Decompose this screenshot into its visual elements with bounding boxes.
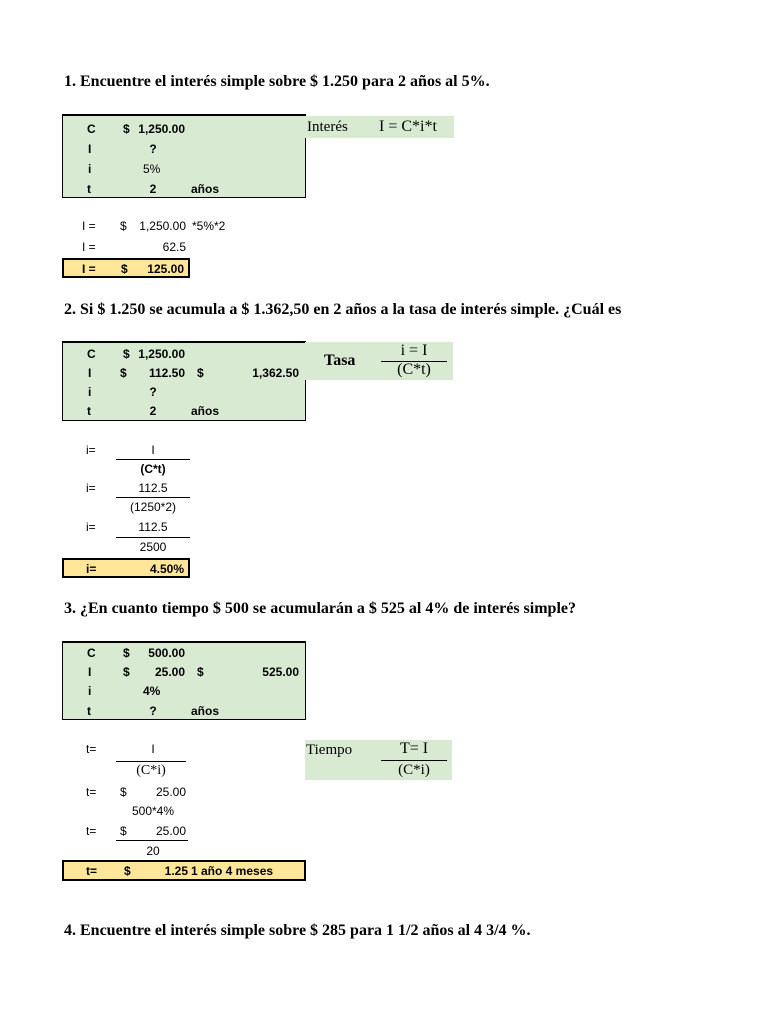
value-I: ? [149,142,157,156]
data-table-2 [62,341,306,421]
question-4: 4. Encuentre el interés simple sobre $ 285 para 1 1/2 años al 4 3/4 %. [64,922,531,939]
result-dollar: $ [121,262,128,276]
formula-label: Tiempo [306,742,353,758]
fraction-line [116,497,190,498]
calc-label: I = [82,240,96,254]
value-S: 1,362.50 [252,366,299,380]
label-I: I [88,665,92,679]
value-t: 2 [149,182,157,196]
calc-label: i= [86,520,96,534]
fraction-line [116,537,190,538]
label-t: t [87,182,91,196]
calc-label: i= [86,443,96,457]
formula-label: Interés [307,119,348,135]
unit-t: años [191,182,220,196]
calc-numerator: 25.00 [155,824,186,838]
fraction-line [116,840,188,841]
result-note: 1 año 4 meses [191,864,274,878]
unit-t: años [191,404,220,418]
result-box-2 [62,558,190,578]
calc-numerator: 112.5 [138,481,168,495]
calc-denominator: 20 [146,844,160,858]
calc-value: 62.5 [162,240,186,254]
calc-numerator: 25.00 [155,785,186,799]
label-C: C [87,347,96,361]
data-table-3 [62,641,306,720]
calc-numerator: 112.5 [138,520,168,534]
dollar-S: $ [197,665,204,679]
formula-box-1 [305,116,454,138]
value-C: 1,250.00 [138,347,185,361]
formula-box-2 [305,342,453,380]
calc-label: t= [86,824,97,838]
dollar-C: $ [123,646,130,660]
calc-numerator: I [151,742,155,756]
result-value: 125.00 [147,262,184,276]
dollar-I: $ [123,665,130,679]
calc-label: t= [86,785,97,799]
result-dollar: $ [124,864,131,878]
calc-expression: *5%*2 [192,219,226,233]
fraction-line [116,761,186,762]
value-i: 5% [143,162,161,176]
formula: I = C*i*t [379,118,437,135]
calc-denominator: (C*i) [136,763,166,778]
label-i: i [88,385,92,399]
calc-dollar: $ [120,785,127,799]
formula-label: Tasa [324,352,356,369]
fraction-line [116,459,190,460]
label-C: C [87,646,96,660]
calc-denominator: (C*t) [140,462,166,476]
dollar-C: $ [123,122,130,136]
formula-box-3 [305,740,452,780]
formula-denominator: (C*t) [397,361,431,378]
calc-label: t= [86,742,97,756]
result-label: i= [86,562,97,576]
dollar-C: $ [123,347,130,361]
result-box-3 [62,860,306,881]
question-1: 1. Encuentre el interés simple sobre $ 1.250 para 2 años al 5%. [64,73,490,90]
result-label: I = [82,262,96,276]
formula-numerator: T= I [399,740,429,757]
value-i: 4% [143,684,161,698]
unit-t: años [191,704,220,718]
calc-denominator: 2500 [139,540,167,554]
result-label: t= [86,864,98,878]
formula-denominator: (C*i) [398,762,430,778]
question-2: 2. Si $ 1.250 se acumula a $ 1.362,50 en 2 años a la tasa de interés simple. ¿Cuál es [64,301,622,318]
calc-label: I = [82,219,96,233]
calc-denominator: (1250*2) [129,500,177,514]
label-i: i [88,684,92,698]
value-I: 25.00 [154,665,185,679]
calc-denominator: 500*4% [131,804,175,818]
value-t: ? [149,704,157,718]
calc-numerator: I [151,443,155,457]
question-3: 3. ¿En cuanto tiempo $ 500 se acumularán a $ 525 al 4% de interés simple? [64,600,576,617]
label-I: I [88,142,92,156]
calc-label: i= [86,481,96,495]
label-I: I [88,366,92,380]
label-i: i [88,162,92,176]
result-value: 1.25 [164,864,188,878]
result-value: 4.50% [149,562,184,576]
label-t: t [87,704,91,718]
calc-dollar: $ [120,219,127,233]
dollar-S: $ [197,366,204,380]
value-S: 525.00 [262,665,299,679]
result-box-1 [62,258,190,278]
value-C: 500.00 [148,646,185,660]
label-t: t [87,404,91,418]
fraction-line [381,760,447,761]
dollar-I: $ [120,366,127,380]
calc-dollar: $ [120,824,127,838]
value-i: ? [149,385,157,399]
formula-numerator: i = I [400,342,428,359]
value-t: 2 [149,404,157,418]
label-C: C [87,122,96,136]
value-C: 1,250.00 [138,122,185,136]
calc-value: 1,250.00 [139,219,186,233]
value-I: 112.50 [148,366,185,380]
data-table-1 [62,114,306,198]
